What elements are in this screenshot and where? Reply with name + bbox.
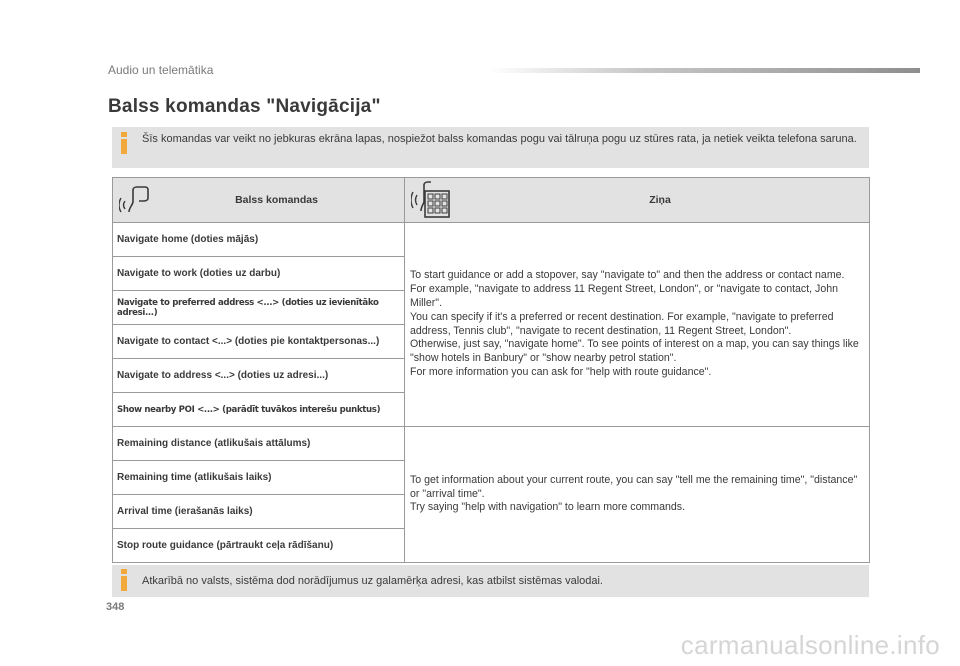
page-number: 348	[106, 601, 125, 613]
message-line: For example, "navigate to address 11 Regent Street, London", or "navigate to contact, John Miller".	[410, 283, 839, 309]
command-stop-guidance: Stop route guidance (pārtraukt ceļa rādīšanu)	[113, 529, 405, 563]
info-icon	[117, 131, 131, 155]
command-remaining-distance: Remaining distance (atlikušais attālums)	[113, 427, 405, 461]
message-route-info	[405, 427, 870, 563]
message-navigation	[405, 223, 870, 427]
message-line: Try saying "help with navigation" to learn more commands.	[410, 501, 686, 514]
info-note-bottom	[112, 565, 869, 597]
header-divider	[488, 68, 920, 73]
voice-message-icon	[411, 181, 451, 219]
page-title: Balss komandas "Navigācija"	[108, 96, 381, 117]
command-navigate-preferred: Navigate to preferred address <...> (doties uz ievienītāko adresi...)	[113, 291, 405, 325]
message-line: Otherwise, just say, "navigate home". To see points of interest on a map, you can say things like "show hotels in Banbury" or "show nearby petrol station".	[410, 338, 859, 365]
command-show-poi: Show nearby POI <...> (parādīt tuvākos interešu punktus)	[113, 393, 405, 427]
table-row	[113, 427, 870, 461]
info-icon	[117, 568, 131, 592]
message-line: To start guidance or add a stopover, say "navigate to" and then the address or contact name.	[410, 269, 845, 282]
table-row	[113, 223, 870, 257]
info-note-text: Atkarībā no valsts, sistēma dod norādījumus uz galamērķa adresi, kas atbilst sistēmas valodai.	[142, 575, 603, 587]
message-line: For more information you can ask for "help with route guidance".	[410, 365, 712, 378]
command-arrival-time: Arrival time (ierašanās laiks)	[113, 495, 405, 529]
watermark: carmanualsonline.info	[680, 630, 940, 660]
voice-command-icon	[119, 184, 149, 216]
header-message	[405, 178, 870, 223]
command-navigate-address: Navigate to address <...> (doties uz adresi...)	[113, 359, 405, 393]
header-commands	[113, 178, 405, 223]
command-navigate-home: Navigate home (doties mājās)	[113, 223, 405, 257]
info-note-top	[112, 127, 869, 168]
voice-commands-table	[112, 177, 870, 563]
message-line: To get information about your current route, you can say "tell me the remaining time", "distance" or "arrival time".	[410, 473, 858, 500]
command-navigate-contact: Navigate to contact <...> (doties pie kontaktpersonas...)	[113, 325, 405, 359]
header-message-label: Ziņa	[649, 194, 671, 206]
message-line: You can specify if it's a preferred or recent destination. For example, "navigate to preferred address, Tennis club", "navigate to recent destination, 11 Regent Street, London".	[410, 310, 834, 337]
info-note-text: Šīs komandas var veikt no jebkuras ekrāna lapas, nospiežot balss komandas pogu vai tālruņa pogu uz stūres rata, ja netiek veikta telefona saruna.	[142, 133, 857, 145]
table-header-row	[113, 178, 870, 223]
command-remaining-time: Remaining time (atlikušais laiks)	[113, 461, 405, 495]
section-header: Audio un telemātika	[108, 63, 214, 77]
command-navigate-work: Navigate to work (doties uz darbu)	[113, 257, 405, 291]
header-commands-label: Balss komandas	[235, 194, 318, 206]
